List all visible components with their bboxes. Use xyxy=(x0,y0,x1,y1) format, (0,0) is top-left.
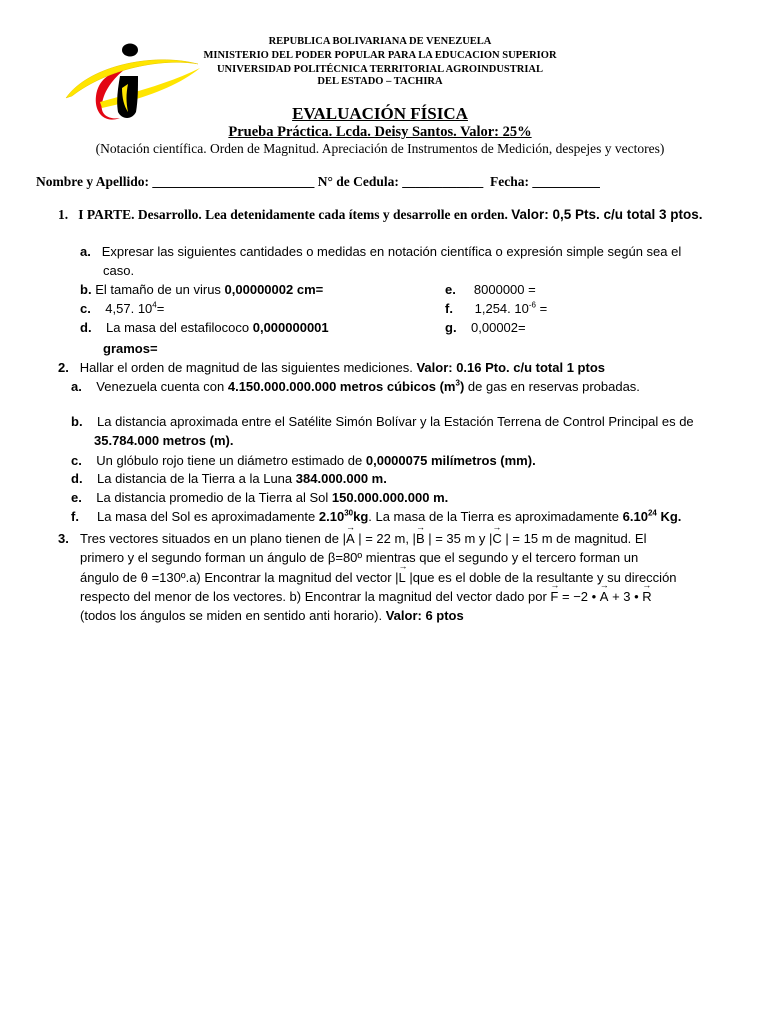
part3-number xyxy=(58,531,69,546)
item-label: d. xyxy=(80,320,92,335)
item-text: 0,00002= xyxy=(471,320,526,335)
item-exponent: 30 xyxy=(344,508,354,518)
item-unit: kg xyxy=(353,509,369,524)
text-seg: Tres vectores situados en un plano tienen de | xyxy=(80,531,346,546)
header-state: DEL ESTADO – TACHIRA xyxy=(317,76,443,87)
part2-value: Valor: 0.16 Pto. c/u total 1 ptos xyxy=(416,360,605,375)
item-text: La distancia aproximada entre el Satélite Simón Bolívar y la Estación Terrena de Control Principal es de xyxy=(97,414,694,429)
item-label: e. xyxy=(71,490,82,505)
part1-heading xyxy=(58,207,703,223)
item-value: 2.10 xyxy=(318,509,345,524)
item-label: d. xyxy=(71,471,83,486)
part1-item-g xyxy=(445,320,526,335)
item-label: c. xyxy=(80,301,91,316)
part1-item-d-cont: gramos= xyxy=(103,341,158,356)
page-subtitle: Prueba Práctica. Lcda. Deisy Santos. Valor: 25% xyxy=(228,124,532,140)
name-field[interactable]: ________________________ xyxy=(152,174,315,189)
text-seg: ángulo de θ =130º.a) Encontrar la magnitud del vector | xyxy=(80,570,399,585)
vector-a: → A xyxy=(346,531,355,546)
text-seg: = −2 • xyxy=(558,589,600,604)
part1-item-b xyxy=(80,282,323,297)
part1-text: I PARTE. Desarrollo. Lea detenidamente cada ítems y desarrolle en orden. xyxy=(78,207,508,222)
vector-a-2: → A xyxy=(600,589,609,604)
item-close: ) xyxy=(459,379,465,394)
part2-item-e xyxy=(71,490,448,505)
page-title: EVALUACIÓN FÍSICA xyxy=(292,104,468,123)
item-value: 150.000.000.000 m. xyxy=(331,490,449,505)
part3-line-1 xyxy=(80,531,646,546)
item-end: = xyxy=(535,301,548,316)
item-label: b. xyxy=(80,282,92,297)
part1-item-d xyxy=(80,320,329,335)
name-label: Nombre y Apellido: xyxy=(36,174,150,189)
part1-item-f xyxy=(445,301,547,316)
item-text: Un glóbulo rojo tiene un diámetro estimado de xyxy=(96,453,363,468)
id-field[interactable]: ____________ xyxy=(402,174,484,189)
topics-line: (Notación científica. Orden de Magnitud. Apreciación de Instrumentos de Medición, despejes y vectores) xyxy=(95,141,665,156)
item-text: La masa del Sol es aproximadamente xyxy=(97,509,316,524)
student-info-line xyxy=(36,174,600,190)
item-label: f. xyxy=(445,301,453,316)
item-exponent: 4 xyxy=(152,300,157,310)
item-exponent: 3 xyxy=(455,378,460,388)
part1-item-e xyxy=(445,282,536,297)
item-label: a. xyxy=(71,379,82,394)
text-seg: | = 15 m de magnitud. El xyxy=(501,531,647,546)
part2-heading xyxy=(58,360,605,375)
item-exponent-2: 24 xyxy=(647,508,657,518)
text-seg: |que es el doble de la resultante y su dirección xyxy=(405,570,677,585)
item-value: 0,00000002 cm= xyxy=(224,282,324,297)
item-text: La distancia promedio de la Tierra al Sol xyxy=(96,490,329,505)
part2-item-c xyxy=(71,453,536,468)
part3-line-2: primero y el segundo forman un ángulo de β=80º mientras que el segundo y el tercero forman un xyxy=(80,550,639,565)
header-ministry: MINISTERIO DEL PODER POPULAR PARA LA EDUCACION SUPERIOR xyxy=(203,50,557,61)
part3-line-4 xyxy=(80,589,652,604)
part2-item-b xyxy=(71,414,694,429)
vector-l: → L xyxy=(399,570,406,585)
item-text: 8000000 = xyxy=(473,282,536,297)
text-seg: respecto del menor de los vectores. b) Encontrar la magnitud del vector dado por xyxy=(80,589,551,604)
part1-value: Valor: 0,5 Pts. c/u total 3 ptos. xyxy=(511,207,703,222)
item-exponent: -6 xyxy=(528,300,536,310)
header-country: REPUBLICA BOLIVARIANA DE VENEZUELA xyxy=(268,36,492,47)
part1-item-a xyxy=(80,244,681,259)
vector-b: → B xyxy=(416,531,425,546)
item-text: 4,57. 10 xyxy=(105,301,153,316)
vector-r: → R xyxy=(642,589,651,604)
item-value: 4.150.000.000.000 metros cúbicos (m xyxy=(227,379,456,394)
text-seg: | = 35 m y | xyxy=(424,531,493,546)
item-text: La distancia de la Tierra a la Luna xyxy=(97,471,293,486)
item-text: Expresar las siguientes cantidades o medidas en notación científica o expresión simple según sea el xyxy=(101,244,682,259)
item-value-2: 6.10 xyxy=(622,509,648,524)
part2-item-a xyxy=(71,379,640,394)
part2-text: Hallar el orden de magnitud de las siguientes mediciones. xyxy=(79,360,413,375)
item-label: c. xyxy=(71,453,82,468)
text-seg: | = 22 m, | xyxy=(354,531,416,546)
part1-number: 1. xyxy=(58,207,69,222)
date-label: Fecha: xyxy=(490,174,530,189)
item-label: a. xyxy=(80,244,91,259)
item-value: 0,0000075 milímetros (mm). xyxy=(365,453,536,468)
part3-line-5 xyxy=(80,608,464,623)
item-value: 384.000.000 m. xyxy=(295,471,387,486)
item-text: 1,254. 10 xyxy=(474,301,529,316)
vector-f: → F xyxy=(550,589,558,604)
id-label: N° de Cedula: xyxy=(317,174,399,189)
text-seg: (todos los ángulos se miden en sentido anti horario). xyxy=(80,608,383,623)
header-university: UNIVERSIDAD POLITÉCNICA TERRITORIAL AGROINDUSTRIAL xyxy=(216,64,544,75)
vector-c: → C xyxy=(492,531,501,546)
part2-item-d xyxy=(71,471,387,486)
part2-number: 2. xyxy=(58,360,69,375)
item-end: de gas en reservas probadas. xyxy=(464,379,640,394)
item-label: b. xyxy=(71,414,83,429)
item-text-mid: . La masa de la Tierra es aproximadamente xyxy=(368,509,620,524)
item-text: El tamaño de un virus xyxy=(95,282,221,297)
part3-line-3 xyxy=(80,570,677,585)
part3-value: Valor: 6 ptos xyxy=(385,608,464,623)
item-value: 0,000000001 xyxy=(252,320,329,335)
item-end: = xyxy=(156,301,165,316)
logo-black-dot xyxy=(122,44,138,57)
item-unit-2: Kg. xyxy=(656,509,682,524)
item-label: g. xyxy=(445,320,457,335)
item-label: 3. xyxy=(58,531,69,546)
item-text: La masa del estafilococo xyxy=(106,320,250,335)
date-field[interactable]: __________ xyxy=(532,174,600,189)
part2-item-b-cont: 35.784.000 metros (m). xyxy=(94,433,234,448)
item-label: e. xyxy=(445,282,456,297)
item-label: f. xyxy=(71,509,79,524)
text-seg: + 3 • xyxy=(608,589,643,604)
part1-item-c xyxy=(80,301,164,316)
item-text: Venezuela cuenta con xyxy=(96,379,225,394)
part2-item-f xyxy=(71,509,681,524)
part1-item-a-cont: caso. xyxy=(103,263,135,278)
